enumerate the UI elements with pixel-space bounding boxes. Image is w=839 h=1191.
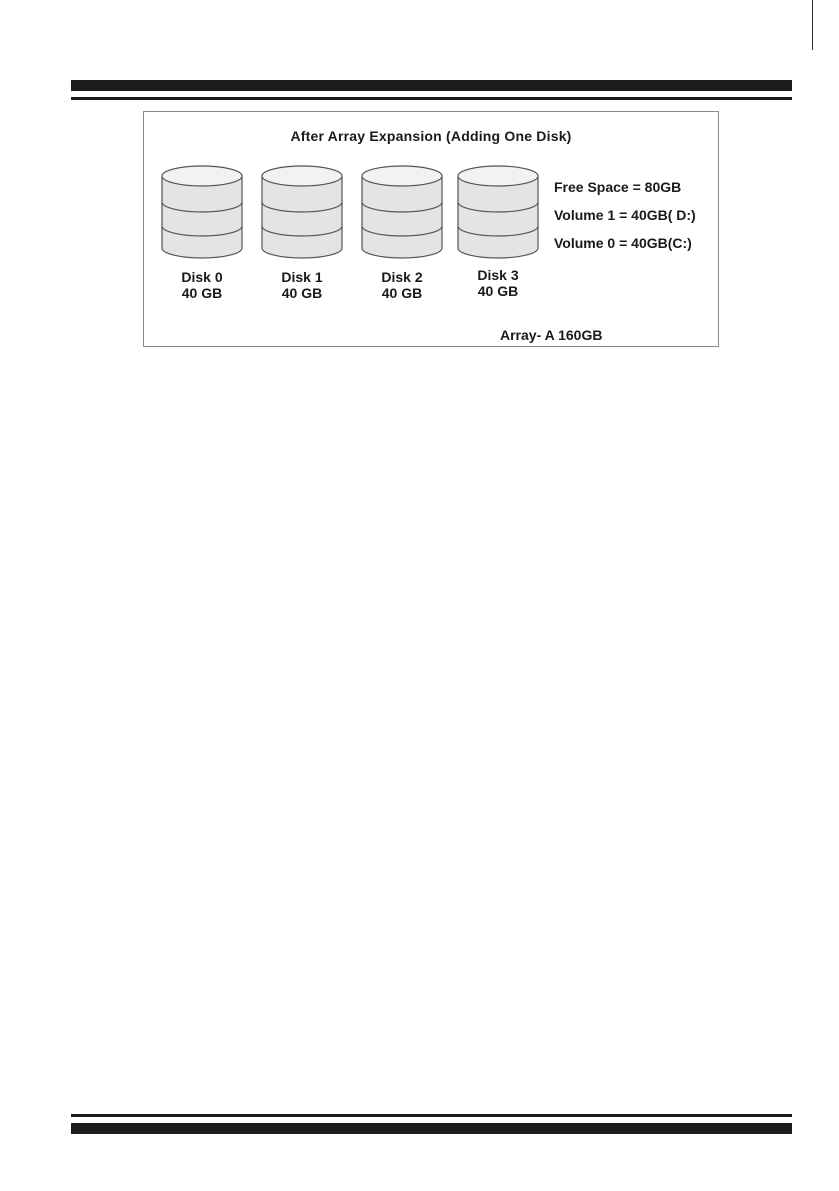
disk-3-icon <box>456 164 540 262</box>
volume-0-label: Volume 0 = 40GB(C:) <box>554 235 692 251</box>
array-expansion-figure <box>143 111 719 347</box>
free-space-label: Free Space = 80GB <box>554 179 682 195</box>
disk-3-name: Disk 3 <box>477 267 519 283</box>
footer-rule-thick <box>71 1123 792 1134</box>
disk-1-size: 40 GB <box>281 285 323 301</box>
disk-3-size: 40 GB <box>477 283 519 299</box>
header-rule-thick <box>71 80 792 91</box>
array-label: Array- A 160GB <box>500 327 603 343</box>
disk-1-icon <box>260 164 344 262</box>
disk-2-size: 40 GB <box>381 285 423 301</box>
disk-1-label <box>260 269 344 301</box>
volume-1-label: Volume 1 = 40GB( D:) <box>554 207 696 223</box>
figure-title: After Array Expansion (Adding One Disk) <box>290 128 572 144</box>
disk-0-label <box>160 269 244 301</box>
disk-0-name: Disk 0 <box>181 269 223 285</box>
disk-2-name: Disk 2 <box>381 269 423 285</box>
disk-2-label <box>360 269 444 301</box>
disk-0-size: 40 GB <box>181 285 223 301</box>
disk-1-name: Disk 1 <box>281 269 323 285</box>
header-rule-thin <box>71 97 792 100</box>
disk-3-label <box>456 267 540 299</box>
disk-0-icon <box>160 164 244 262</box>
footer-rule-thin <box>71 1114 792 1117</box>
disk-2-icon <box>360 164 444 262</box>
crop-mark <box>812 0 813 50</box>
